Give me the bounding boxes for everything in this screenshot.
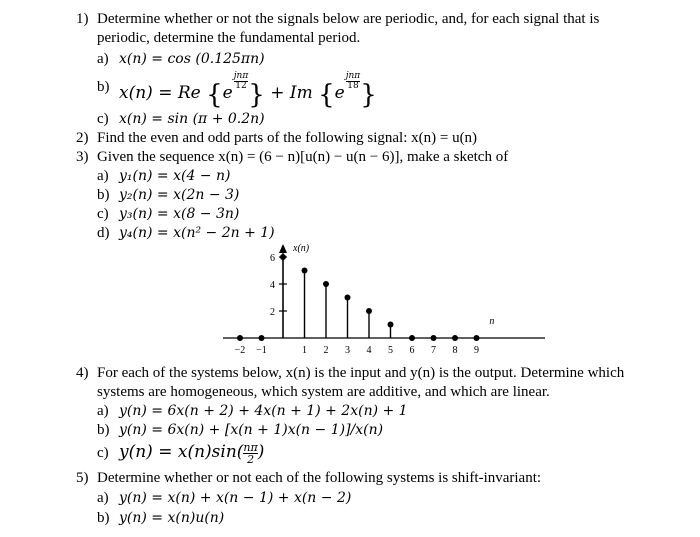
problem-4a-label: a) bbox=[97, 403, 109, 419]
brace-open-icon: { bbox=[318, 80, 335, 110]
x-tick-label: −1 bbox=[256, 345, 267, 356]
problem-4b-label: b) bbox=[97, 422, 110, 438]
problem-1b-exponent1 bbox=[234, 72, 249, 91]
stem-point bbox=[474, 335, 480, 341]
problem-4c-label: c) bbox=[97, 445, 109, 461]
problem-3-text: Given the sequence x(n) = (6 − n)[u(n) − u(n − 6)], make a sketch of bbox=[97, 149, 509, 165]
problem-3c-expression: y₃(n) = x(8 − 3n) bbox=[119, 206, 240, 222]
x-tick-label: 9 bbox=[474, 345, 479, 356]
problem-3a-label: a) bbox=[97, 168, 109, 184]
problem-3d-label: d) bbox=[97, 225, 110, 241]
y-axis-label: x(n) bbox=[293, 243, 310, 254]
problem-4c-frac-num: nπ bbox=[243, 441, 258, 454]
problem-1-text-line2: periodic, determine the fundamental period. bbox=[97, 30, 361, 46]
x-tick-label: 3 bbox=[345, 345, 350, 356]
stem-point bbox=[345, 295, 351, 301]
y-tick-label: 2 bbox=[270, 307, 275, 318]
x-tick-label: 5 bbox=[388, 345, 393, 356]
x-tick-label: 1 bbox=[302, 345, 307, 356]
problem-3a-expression: y₁(n) = x(4 − n) bbox=[119, 168, 231, 184]
problem-3b-expression: y₂(n) = x(2n − 3) bbox=[119, 187, 240, 203]
stem-point bbox=[366, 308, 372, 314]
stem-point bbox=[388, 322, 394, 328]
problem-5b-label: b) bbox=[97, 510, 110, 526]
x-tick-label: 2 bbox=[323, 345, 329, 356]
problem-4a-expression: y(n) = 6x(n + 2) + 4x(n + 1) + 2x(n) + 1 bbox=[119, 403, 408, 419]
y-axis-arrow-icon bbox=[279, 244, 287, 253]
problem-1b-mid: + Im bbox=[270, 83, 313, 103]
problem-5a-label: a) bbox=[97, 490, 109, 506]
stem-point bbox=[431, 335, 437, 341]
problem-1b-exp2-den: 18 bbox=[347, 81, 359, 91]
problem-4-text-line1: For each of the systems below, x(n) is the input and y(n) is the output. Determine which bbox=[97, 365, 625, 381]
x-axis-label: n bbox=[489, 316, 495, 327]
problem-4c-prefix: y(n) = x(n)sin( bbox=[119, 442, 244, 462]
x-tick-label: 8 bbox=[452, 345, 458, 356]
y-tick-label: 4 bbox=[270, 280, 275, 291]
problem-4c-suffix: ) bbox=[257, 442, 265, 462]
problem-4c-expression bbox=[119, 439, 264, 465]
stem-point bbox=[280, 254, 286, 260]
stem-plot bbox=[215, 238, 555, 360]
problem-4c-frac-den: 2 bbox=[243, 453, 257, 465]
problem-1b-expression bbox=[119, 72, 377, 109]
stem-point bbox=[409, 335, 415, 341]
x-tick-label: 6 bbox=[409, 345, 415, 356]
stem-point bbox=[323, 281, 329, 287]
brace-open-icon: { bbox=[206, 80, 223, 110]
y-tick-label: 6 bbox=[270, 253, 275, 264]
problem-3b-label: b) bbox=[97, 187, 110, 203]
problem-1b-exp2-num: jnπ bbox=[345, 71, 361, 81]
problem-1b-exp1-num: jnπ bbox=[233, 71, 249, 81]
problem-1b-exponent2 bbox=[346, 72, 361, 91]
problem-2-number: 2) bbox=[76, 130, 89, 146]
problem-4c-fraction bbox=[243, 442, 257, 465]
problem-5-number: 5) bbox=[76, 470, 89, 486]
stem-point bbox=[452, 335, 458, 341]
problem-3-number: 3) bbox=[76, 149, 89, 165]
x-tick-label: 4 bbox=[366, 345, 372, 356]
problem-1c-label: c) bbox=[97, 111, 109, 127]
problem-5b-expression: y(n) = x(n)u(n) bbox=[119, 510, 225, 526]
problem-4-number: 4) bbox=[76, 365, 89, 381]
x-tick-label: −2 bbox=[234, 345, 246, 356]
problem-1b-prefix: x(n) = Re bbox=[119, 83, 201, 103]
stem-point bbox=[237, 335, 243, 341]
problem-4-text-line2: systems are homogeneous, which system are additive, and which are linear. bbox=[97, 384, 550, 400]
problem-3c-label: c) bbox=[97, 206, 109, 222]
problem-5a-expression: y(n) = x(n) + x(n − 1) + x(n − 2) bbox=[119, 490, 352, 506]
problem-1b-base1: e bbox=[222, 83, 233, 103]
problem-4b-expression: y(n) = 6x(n) + [x(n + 1)x(n − 1)]/x(n) bbox=[119, 422, 384, 438]
problem-1-text-line1: Determine whether or not the signals below are periodic, and, for each signal that is bbox=[97, 11, 600, 27]
problem-1b-label: b) bbox=[97, 79, 110, 95]
problem-2-text: Find the even and odd parts of the following signal: x(n) = u(n) bbox=[97, 130, 478, 146]
problem-1c-expression: x(n) = sin (π + 0.2n) bbox=[119, 111, 265, 127]
stem-point bbox=[259, 335, 265, 341]
problem-1b-exp1-den: 12 bbox=[235, 81, 247, 91]
brace-close-icon: } bbox=[360, 80, 377, 110]
problem-1a-expression: x(n) = cos (0.125πn) bbox=[119, 51, 265, 67]
problem-1b-base2: e bbox=[334, 83, 345, 103]
problem-1a-label: a) bbox=[97, 51, 109, 67]
problem-1-number: 1) bbox=[76, 11, 89, 27]
problem-3d-expression: y₄(n) = x(n² − 2n + 1) bbox=[119, 225, 275, 241]
brace-close-icon: } bbox=[248, 80, 265, 110]
stem-point bbox=[302, 268, 308, 274]
x-tick-label: 7 bbox=[431, 345, 436, 356]
problem-5-text: Determine whether or not each of the following systems is shift-invariant: bbox=[97, 470, 542, 486]
